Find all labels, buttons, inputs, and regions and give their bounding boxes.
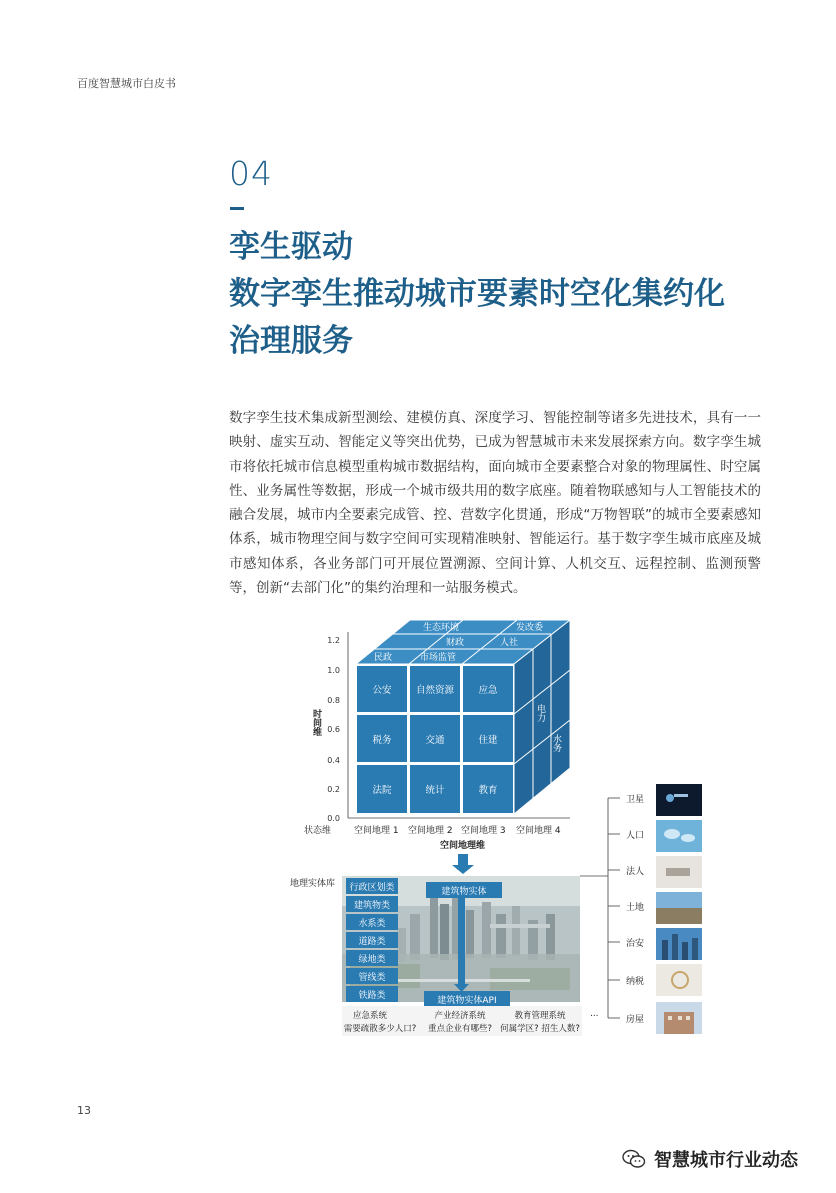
x-tick: 空间地理 2	[408, 826, 453, 836]
front-cell-label: 教育	[478, 785, 498, 796]
section-title-line-3: 治理服务	[229, 323, 353, 359]
watermark	[622, 1146, 798, 1172]
wechat-icon	[622, 1149, 646, 1169]
category-label: 绿地类	[358, 955, 386, 965]
x-tick: 空间地理 4	[516, 826, 561, 836]
land-landscape-image	[656, 892, 702, 924]
vertical-arrow	[458, 898, 465, 986]
y-tick: 0.0	[327, 814, 340, 823]
y-tick: 1.2	[327, 636, 340, 645]
x-tick: 空间地理 3	[461, 826, 506, 836]
data-source-label: 治安	[626, 939, 645, 949]
section-title-line-1: 孪生驱动	[229, 229, 353, 265]
top-cell-label: 市场监管	[420, 653, 457, 663]
category-label: 行政区划类	[349, 883, 395, 893]
data-source-label: 土地	[626, 903, 645, 913]
system-name: 教育管理系统	[514, 1011, 566, 1021]
entity-category-list	[346, 878, 398, 1002]
systems-row	[342, 1006, 599, 1036]
system-question: 何属学区? 招生人数?	[500, 1024, 580, 1034]
y-axis-title: 时间维	[311, 709, 321, 736]
api-label: 建筑物实体API	[437, 996, 497, 1006]
y-tick: 0.6	[327, 725, 340, 734]
data-source-label: 人口	[626, 831, 645, 841]
system-name: 应急系统	[352, 1011, 388, 1021]
system-name: 产业经济系统	[434, 1011, 486, 1021]
section-title	[229, 224, 725, 365]
digital-twin-figure	[290, 614, 710, 1044]
data-source-label: 卫星	[626, 795, 645, 805]
side-cell-label: 水务	[551, 734, 561, 752]
top-cell-label: 民政	[374, 653, 393, 663]
top-cell-label: 人社	[500, 638, 519, 648]
state-axis-label: 状态维	[304, 826, 332, 836]
y-tick: 0.2	[327, 785, 340, 794]
category-label: 建筑物类	[353, 901, 391, 911]
front-cell-label: 税务	[372, 735, 392, 746]
down-arrow-icon	[452, 854, 474, 874]
side-cell-label: 电力	[535, 704, 545, 722]
system-question: 需要疏散多少人口?	[343, 1024, 417, 1034]
section-divider	[230, 207, 244, 210]
page-number: 13	[77, 1104, 91, 1117]
top-cell-label: 财政	[446, 638, 465, 648]
front-cell-label: 法院	[372, 785, 392, 796]
y-tick: 1.0	[327, 666, 340, 675]
population-map-image	[656, 820, 702, 852]
data-source-label: 法人	[626, 867, 645, 877]
category-label: 铁路类	[358, 991, 386, 1001]
data-source-list	[626, 784, 702, 1034]
watermark-text: 智慧城市行业动态	[654, 1150, 798, 1171]
category-label: 道路类	[358, 937, 386, 947]
category-label: 管线类	[358, 973, 386, 983]
front-cell-label: 统计	[425, 785, 445, 796]
entity-label: 建筑物实体	[441, 887, 487, 897]
housing-building-image	[656, 1002, 702, 1034]
top-cell-label: 生态环境	[423, 623, 460, 633]
top-cell-label: 发改委	[516, 623, 544, 633]
front-cell-label: 公安	[372, 685, 392, 696]
y-tick: 0.4	[327, 756, 340, 765]
front-cell-label: 应急	[478, 685, 498, 696]
satellite-image	[656, 784, 702, 816]
x-tick: 空间地理 1	[354, 826, 399, 836]
systems-more: …	[590, 1009, 599, 1019]
front-cell-label: 自然资源	[415, 685, 455, 696]
cube-front-face	[356, 664, 514, 814]
x-axis-title: 空间地理维	[440, 841, 486, 851]
business-handshake-image	[656, 856, 702, 888]
data-source-label: 房屋	[626, 1015, 645, 1025]
section-number: 04	[229, 154, 273, 193]
city-skyline-image	[656, 928, 702, 960]
system-question: 重点企业有哪些?	[427, 1024, 493, 1034]
body-paragraph: 数字孪生技术集成新型测绘、建模仿真、深度学习、智能控制等诸多先进技术，具有一一映射、虚实互动、智能定义等突出优势，已成为智慧城市未来发展探索方向。数字孪生城市将依托城市信息模型重构城市数据结构，面向城市全要素整合对象的物理属性、时空属性、业务属性等数据，形成一个城市级共用的数字底座。随着物联感知与人工智能技术的融合发展，城市内全要素完成管、控、营数字化贯通，形成“万物智联”的城市全要素感知体系，城市物理空间与数字空间可实现精准映射、智能运行。基于数字孪生城市底座及城市感知体系，各业务部门可开展位置溯源、空间计算、人机交互、远程控制、监测预警等，创新“去部门化”的集约治理和一站服务模式。	[229, 410, 761, 597]
document-header: 百度智慧城市白皮书	[77, 77, 176, 90]
y-tick: 0.8	[327, 696, 340, 705]
front-cell-label: 交通	[425, 735, 445, 746]
entity-library-title: 地理实体库	[290, 879, 336, 889]
tax-document-image	[656, 964, 702, 996]
data-source-bracket	[580, 798, 620, 1018]
data-source-label: 纳税	[626, 977, 645, 987]
section-title-line-2: 数字孪生推动城市要素时空化集约化	[229, 276, 725, 312]
front-cell-label: 住建	[478, 735, 498, 746]
category-label: 水系类	[358, 919, 386, 929]
